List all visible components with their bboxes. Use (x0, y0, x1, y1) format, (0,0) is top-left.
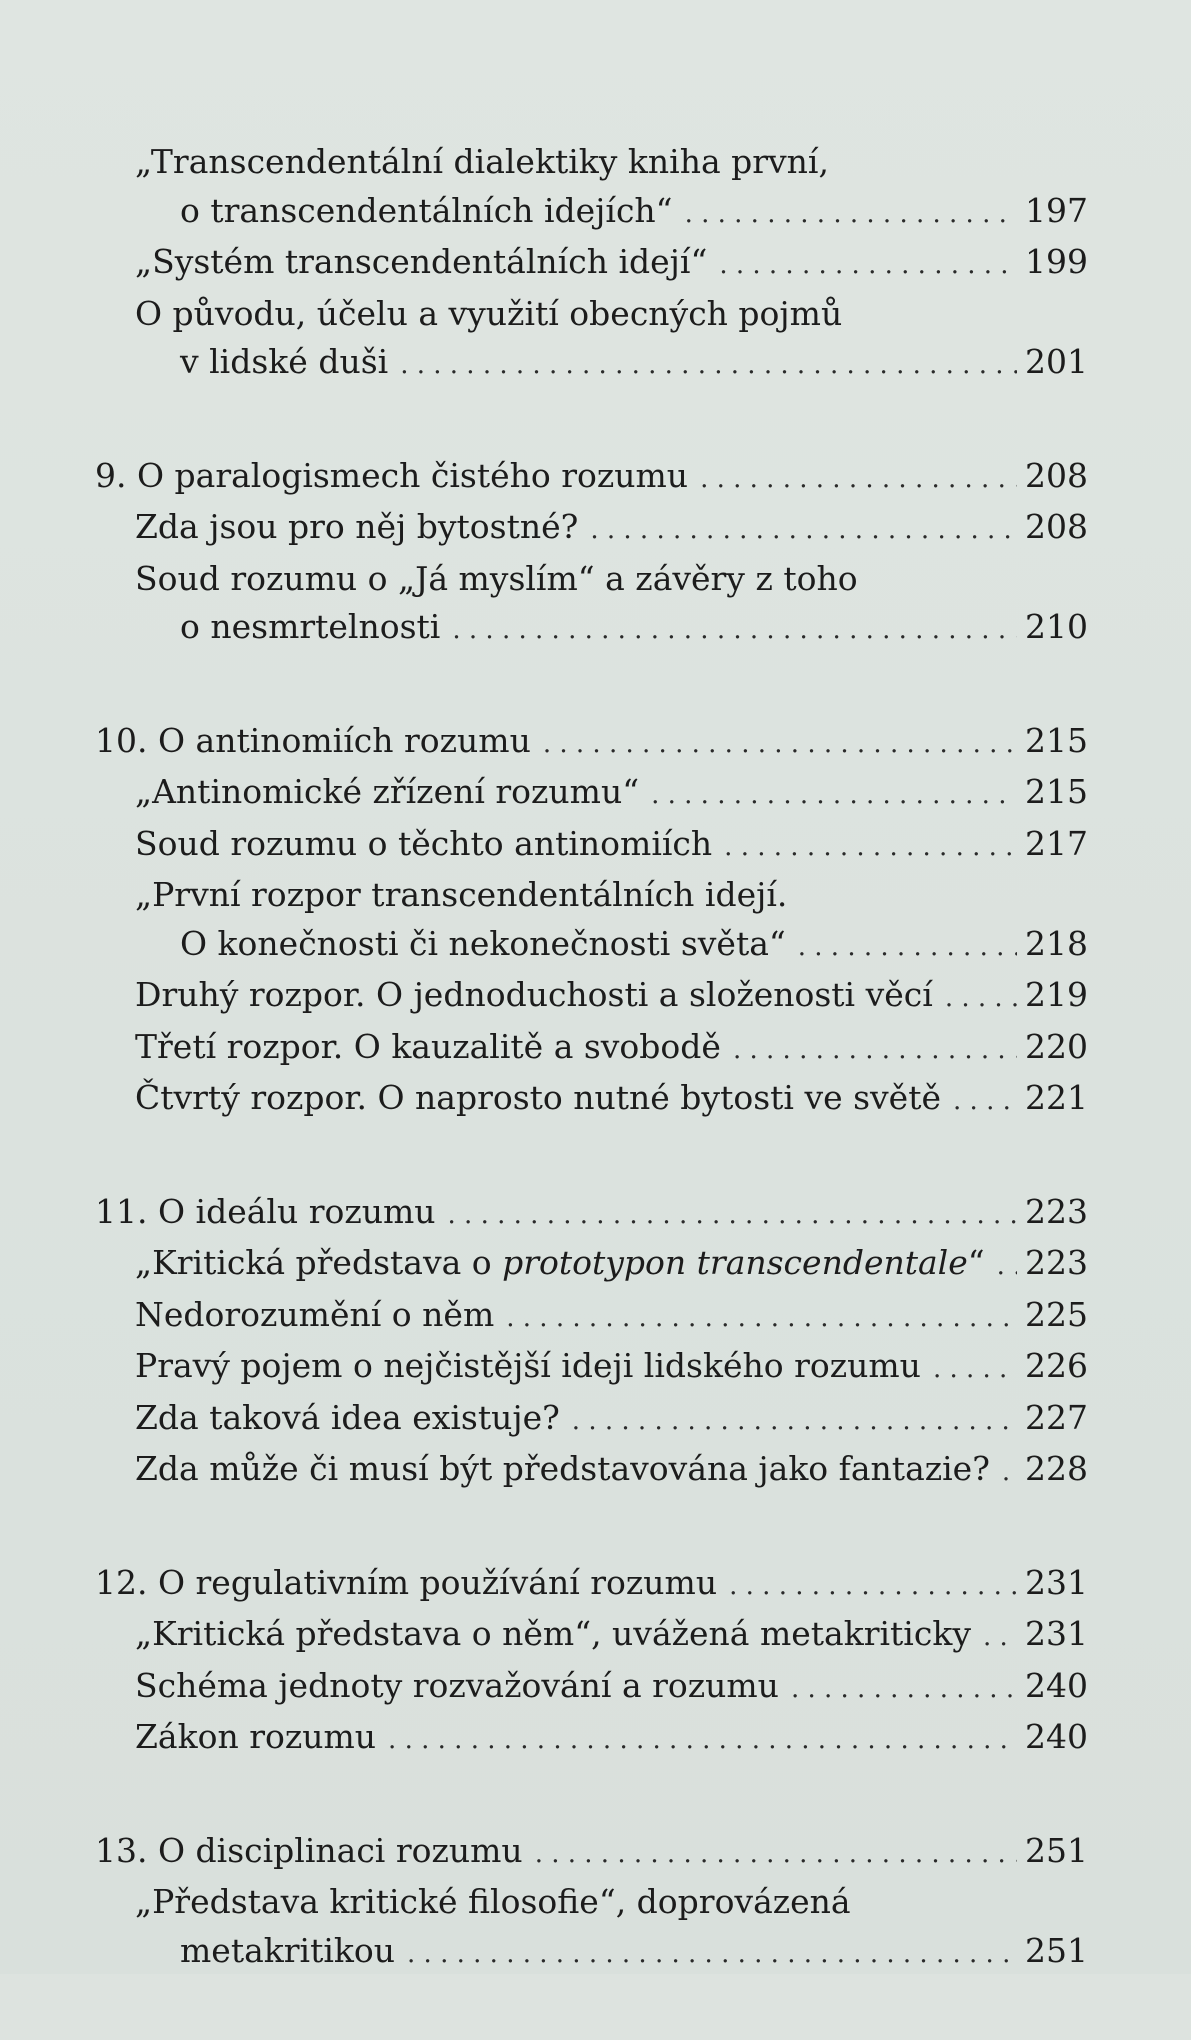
dot-leader (400, 341, 1017, 390)
dot-leader (543, 720, 1017, 769)
dot-leader (388, 1716, 1017, 1765)
toc-page-number: 219 (1025, 975, 1088, 1014)
dot-leader (1002, 1448, 1017, 1497)
toc-page-number: 208 (1025, 507, 1088, 546)
toc-page-number: 228 (1025, 1449, 1088, 1488)
toc-entry-title: „Antinomické zřízení rozumu“ (135, 772, 640, 811)
toc-entry-title: Pravý pojem o nejčistější ideji lidského rozumu (135, 1346, 921, 1385)
toc-page-number: 197 (1025, 190, 1088, 230)
dot-leader (700, 455, 1017, 504)
toc-entry[interactable] (95, 503, 1088, 555)
toc-entry[interactable] (95, 1074, 1088, 1126)
toc-page-number: 220 (1025, 1026, 1088, 1066)
dot-leader (945, 974, 1017, 1023)
toc-entry-title: Nedorozumění o něm (135, 1294, 495, 1334)
toc-entry-title: Třetí rozpor. O kauzalitě a svobodě (135, 1026, 721, 1066)
toc-entry[interactable] (95, 1610, 1088, 1662)
toc-entry[interactable] (95, 1927, 1088, 1979)
toc-entry-title: „První rozpor transcendentálních idejí. (135, 875, 788, 914)
toc-entry[interactable] (95, 768, 1088, 820)
toc-entry[interactable] (95, 920, 1088, 972)
toc-page-number: 223 (1025, 1191, 1088, 1231)
dot-leader (997, 1242, 1017, 1291)
toc-page-number: 199 (1025, 242, 1088, 281)
dot-leader (448, 1191, 1017, 1240)
toc-entry[interactable] (95, 1878, 1085, 1927)
dot-leader (506, 1294, 1017, 1343)
toc-entry-title: „Kritická představa o něm“, uvážená metakriticky (135, 1614, 971, 1653)
toc-page-number: 215 (1025, 720, 1088, 760)
toc-entry-title: Druhý rozpor. O jednoduchosti a složenosti věcí (135, 975, 933, 1014)
toc-entry-title: Zda jsou pro něj bytostné? (135, 507, 579, 546)
toc-entry-title: o transcendentálních idejích“ (180, 190, 673, 230)
toc-entry-title: Zda taková idea existuje? (135, 1397, 560, 1437)
toc-entry[interactable] (95, 1023, 1088, 1075)
toc-entry[interactable] (95, 290, 1085, 339)
toc-entry[interactable] (95, 820, 1088, 872)
toc-entry[interactable] (95, 238, 1088, 290)
toc-entry-title: 9. O paralogismech čistého rozumu (95, 455, 689, 495)
toc-page-number: 208 (1025, 455, 1088, 495)
dot-leader (733, 1026, 1017, 1075)
toc-entry[interactable] (95, 1713, 1088, 1765)
toc-entry[interactable] (95, 871, 1085, 920)
toc-entry-title: 12. O regulativním používání rozumu (95, 1562, 718, 1602)
toc-page-number: 210 (1025, 607, 1088, 646)
toc-page-number: 251 (1025, 1930, 1088, 1970)
toc-entry[interactable] (95, 138, 1085, 187)
toc-entry-title: 11. O ideálu rozumu (95, 1191, 436, 1231)
toc-entry-title: Zda může či musí být představována jako fantazie? (135, 1449, 990, 1488)
dot-leader (407, 1930, 1017, 1979)
toc-section (95, 138, 1088, 390)
dot-leader (933, 1345, 1017, 1394)
table-of-contents (95, 138, 1088, 2040)
toc-page-number: 231 (1025, 1562, 1088, 1602)
toc-entry[interactable] (95, 338, 1088, 390)
toc-entry[interactable] (95, 1827, 1088, 1879)
toc-page-number: 218 (1025, 923, 1088, 963)
toc-page-number: 221 (1025, 1078, 1088, 1117)
dot-leader (452, 606, 1017, 655)
toc-entry[interactable] (95, 971, 1088, 1023)
toc-entry[interactable] (95, 1445, 1088, 1497)
toc-entry-title: v lidské duši (180, 342, 389, 381)
toc-entry-title: O původu, účelu a využití obecných pojmů (135, 293, 843, 333)
toc-entry[interactable] (95, 717, 1088, 769)
toc-entry[interactable] (95, 1559, 1088, 1611)
toc-entry-title: O konečnosti či nekonečnosti světa“ (180, 923, 786, 963)
toc-entry-title: „Kritická představa o prototypon transcendentale“ (135, 1243, 985, 1282)
dot-leader (791, 1665, 1017, 1714)
toc-entry-title: metakritikou (180, 1930, 396, 1970)
dot-leader (590, 506, 1017, 555)
toc-entry[interactable] (95, 1239, 1088, 1291)
dot-leader (724, 823, 1017, 872)
toc-entry[interactable] (95, 555, 1085, 604)
dot-leader (651, 771, 1017, 820)
toc-entry-title: „Transcendentální dialektiky kniha první, (135, 142, 829, 181)
toc-entry[interactable] (95, 1662, 1088, 1714)
italic-term: prototypon transcendentale (502, 1243, 968, 1282)
toc-page-number: 231 (1025, 1614, 1088, 1653)
toc-entry-title: Zákon rozumu (135, 1717, 377, 1756)
toc-entry[interactable] (95, 1394, 1088, 1446)
toc-page-number: 201 (1025, 342, 1088, 381)
toc-entry[interactable] (95, 452, 1088, 504)
toc-page-number: 217 (1025, 823, 1088, 863)
toc-section (95, 1827, 1088, 1979)
toc-section (95, 1559, 1088, 1765)
dot-leader (798, 923, 1017, 972)
toc-entry-title: Soud rozumu o těchto antinomiích (135, 823, 713, 863)
toc-section (95, 717, 1088, 1126)
toc-entry[interactable] (95, 1188, 1088, 1240)
toc-entry-title: Čtvrtý rozpor. O naprosto nutné bytosti ve světě (135, 1078, 942, 1117)
dot-leader (719, 241, 1017, 290)
dot-leader (729, 1562, 1017, 1611)
toc-page-number: 225 (1025, 1294, 1088, 1334)
toc-section (95, 1188, 1088, 1497)
toc-page-number: 227 (1025, 1397, 1088, 1437)
toc-page-number: 223 (1025, 1243, 1088, 1282)
toc-entry[interactable] (95, 603, 1088, 655)
dot-leader (685, 190, 1017, 239)
toc-section (95, 452, 1088, 655)
toc-page-number: 226 (1025, 1346, 1088, 1385)
toc-entry-title: 13. O disciplinaci rozumu (95, 1830, 523, 1870)
toc-entry[interactable] (95, 1342, 1088, 1394)
toc-entry-title: „Systém transcendentálních idejí“ (135, 242, 708, 281)
dot-leader (535, 1830, 1017, 1879)
toc-page-number: 240 (1025, 1717, 1088, 1756)
dot-leader (983, 1613, 1017, 1662)
dot-leader (953, 1077, 1017, 1126)
toc-entry[interactable] (95, 1291, 1088, 1343)
toc-page-number: 215 (1025, 772, 1088, 811)
toc-page-number: 240 (1025, 1665, 1088, 1705)
toc-entry-title: o nesmrtelnosti (180, 607, 441, 646)
dot-leader (572, 1397, 1017, 1446)
toc-entry-title: Soud rozumu o „Já myslím“ a závěry z toho (135, 558, 858, 598)
toc-page-number: 251 (1025, 1830, 1088, 1870)
toc-entry-title: Schéma jednoty rozvažování a rozumu (135, 1665, 779, 1705)
toc-entry-title: „Představa kritické filosofie“, doprovázená (135, 1882, 851, 1921)
toc-entry[interactable] (95, 187, 1088, 239)
toc-entry-title: 10. O antinomiích rozumu (95, 720, 531, 760)
